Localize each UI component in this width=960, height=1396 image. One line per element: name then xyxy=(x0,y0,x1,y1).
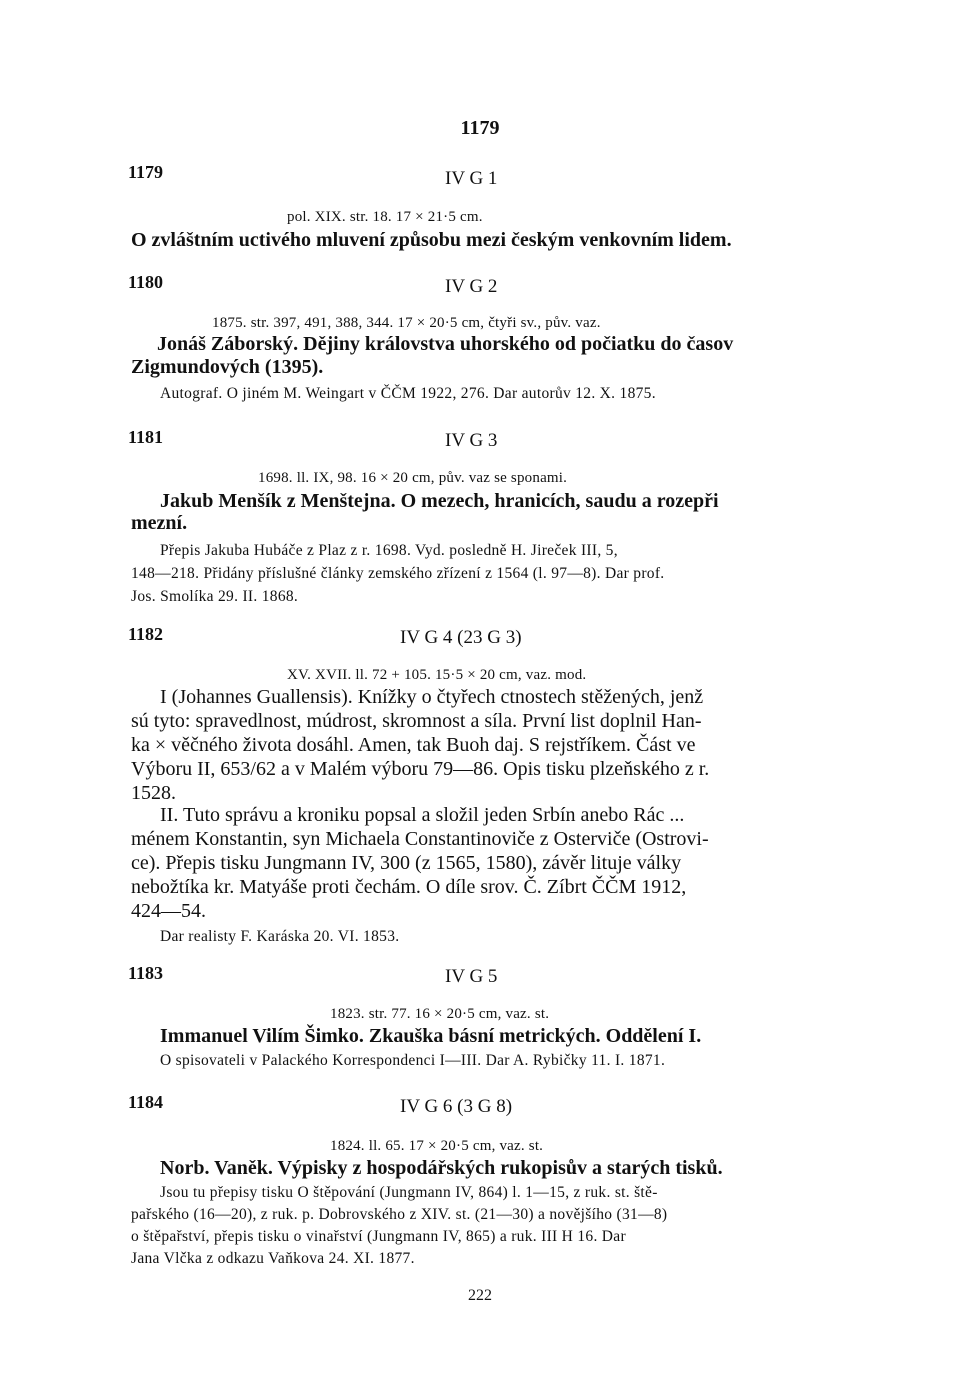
entry-signature: IV G 3 xyxy=(445,430,498,451)
entry-signature: IV G 2 xyxy=(445,276,498,297)
entry-meta: 1823. str. 77. 16 × 20·5 cm, vaz. st. xyxy=(330,1006,550,1022)
page-header: 1179 xyxy=(460,117,500,139)
entry-paragraph-line: ka × věčného života dosáhl. Amen, tak Buoh daj. S rejstříkem. Část ve xyxy=(131,734,696,756)
entry-author: Jakub Menšík z Menštejna. xyxy=(160,490,396,512)
entry-paragraph-line: 1528. xyxy=(131,782,176,804)
entry-signature: IV G 1 xyxy=(445,168,498,189)
entry-paragraph-line: 424—54. xyxy=(131,900,206,922)
entry-note: Autograf. O jiném M. Weingart v ČČM 1922, 276. Dar autorův 12. X. 1875. xyxy=(160,385,656,402)
entry-title: Zkauška básní metrických. Oddělení I. xyxy=(363,1025,702,1047)
entry-note: Jos. Smolíka 29. II. 1868. xyxy=(131,588,299,605)
entry-number: 1184 xyxy=(128,1092,164,1112)
entry-title: O mezech, hranicích, saudu a rozepři xyxy=(395,490,719,512)
entry-paragraph-line: ménem Konstantin, syn Michaela Constantinoviče z Osterviče (Ostrovi- xyxy=(131,828,709,850)
entry-note: Jsou tu přepisy tisku O štěpování (Jungmann IV, 864) l. 1—15, z ruk. st. ště- xyxy=(160,1184,658,1201)
entry-author: Jonáš Záborský. xyxy=(157,333,299,355)
entry-author: Immanuel Vilím Šimko. xyxy=(160,1025,364,1047)
entry-title-line xyxy=(160,1157,723,1180)
entry-number: 1179 xyxy=(128,162,164,182)
entry-meta: 1824. ll. 65. 17 × 20·5 cm, vaz. st. xyxy=(330,1138,544,1154)
entry-meta: XV. XVII. ll. 72 + 105. 15·5 × 20 cm, vaz. mod. xyxy=(287,667,587,683)
entry-paragraph-line: II. Tuto správu a kroniku popsal a složil jeden Srbín anebo Rác ... xyxy=(160,804,685,826)
entry-note: O spisovateli v Palackého Korrespondenci I—III. Dar A. Rybičky 11. I. 1871. xyxy=(160,1052,666,1069)
entry-meta: 1875. str. 397, 491, 388, 344. 17 × 20·5 cm, čtyři sv., pův. vaz. xyxy=(212,315,601,331)
entry-title-line xyxy=(160,490,719,513)
entry-paragraph-line: Výboru II, 653/62 a v Malém výboru 79—86. Opis tisku plzeňského z r. xyxy=(131,758,710,780)
entry-author: Norb. Vaněk. xyxy=(160,1157,273,1179)
entry-paragraph-line: ce). Přepis tisku Jungmann IV, 300 (z 1565, 1580), závěr lituje války xyxy=(131,852,682,874)
entry-note: Dar realisty F. Karáska 20. VI. 1853. xyxy=(160,928,400,945)
entry-signature: IV G 5 xyxy=(445,966,498,987)
entry-note: Jana Vlčka z odkazu Vaňkova 24. XI. 1877. xyxy=(131,1250,415,1267)
entry-number: 1183 xyxy=(128,963,164,983)
entry-signature: IV G 6 (3 G 8) xyxy=(400,1096,513,1117)
entry-meta: pol. XIX. str. 18. 17 × 21·5 cm. xyxy=(287,209,483,225)
entry-number: 1181 xyxy=(128,427,164,447)
entry-title: O zvláštním uctivého mluvení způsobu mezi českým venkovním lidem. xyxy=(131,229,732,251)
entry-note: Přepis Jakuba Hubáče z Plaz z r. 1698. Vyd. posledně H. Jireček III, 5, xyxy=(160,542,618,559)
entry-title-line xyxy=(160,1025,701,1048)
entry-title: mezní. xyxy=(131,512,188,534)
entry-title-line xyxy=(157,333,733,356)
page-number: 222 xyxy=(468,1287,492,1304)
entry-paragraph-line: nebožtíka kr. Matyáše proti čechám. O díle srov. Č. Zíbrt ČČM 1912, xyxy=(131,876,687,898)
entry-meta: 1698. ll. IX, 98. 16 × 20 cm, pův. vaz se sponami. xyxy=(258,470,568,486)
entry-signature: IV G 4 (23 G 3) xyxy=(400,627,522,648)
entry-paragraph-line: sú tyto: spravedlnost, múdrost, skromnost a síla. První list doplnil Han- xyxy=(131,710,702,732)
entry-note: 148—218. Přidány příslušné články zemského zřízení z 1564 (l. 97—8). Dar prof. xyxy=(131,565,665,582)
entry-title: Výpisky z hospodářských rukopisův a starých tisků. xyxy=(272,1157,723,1179)
entry-note: pařského (16—20), z ruk. p. Dobrovského z XIV. st. (21—30) a novějšího (31—8) xyxy=(131,1206,668,1223)
entry-note: o štěpařství, přepis tisku o vinařství (Jungmann IV, 865) a ruk. III H 16. Dar xyxy=(131,1228,626,1245)
entry-paragraph-line: I (Johannes Guallensis). Knížky o čtyřech ctnostech stěžených, jenž xyxy=(160,686,704,708)
entry-title: Zigmundových (1395). xyxy=(131,356,324,378)
entry-title: Dějiny královstva uhorského od počiatku do časov xyxy=(298,333,734,355)
entry-number: 1180 xyxy=(128,272,164,292)
entry-number: 1182 xyxy=(128,624,164,644)
